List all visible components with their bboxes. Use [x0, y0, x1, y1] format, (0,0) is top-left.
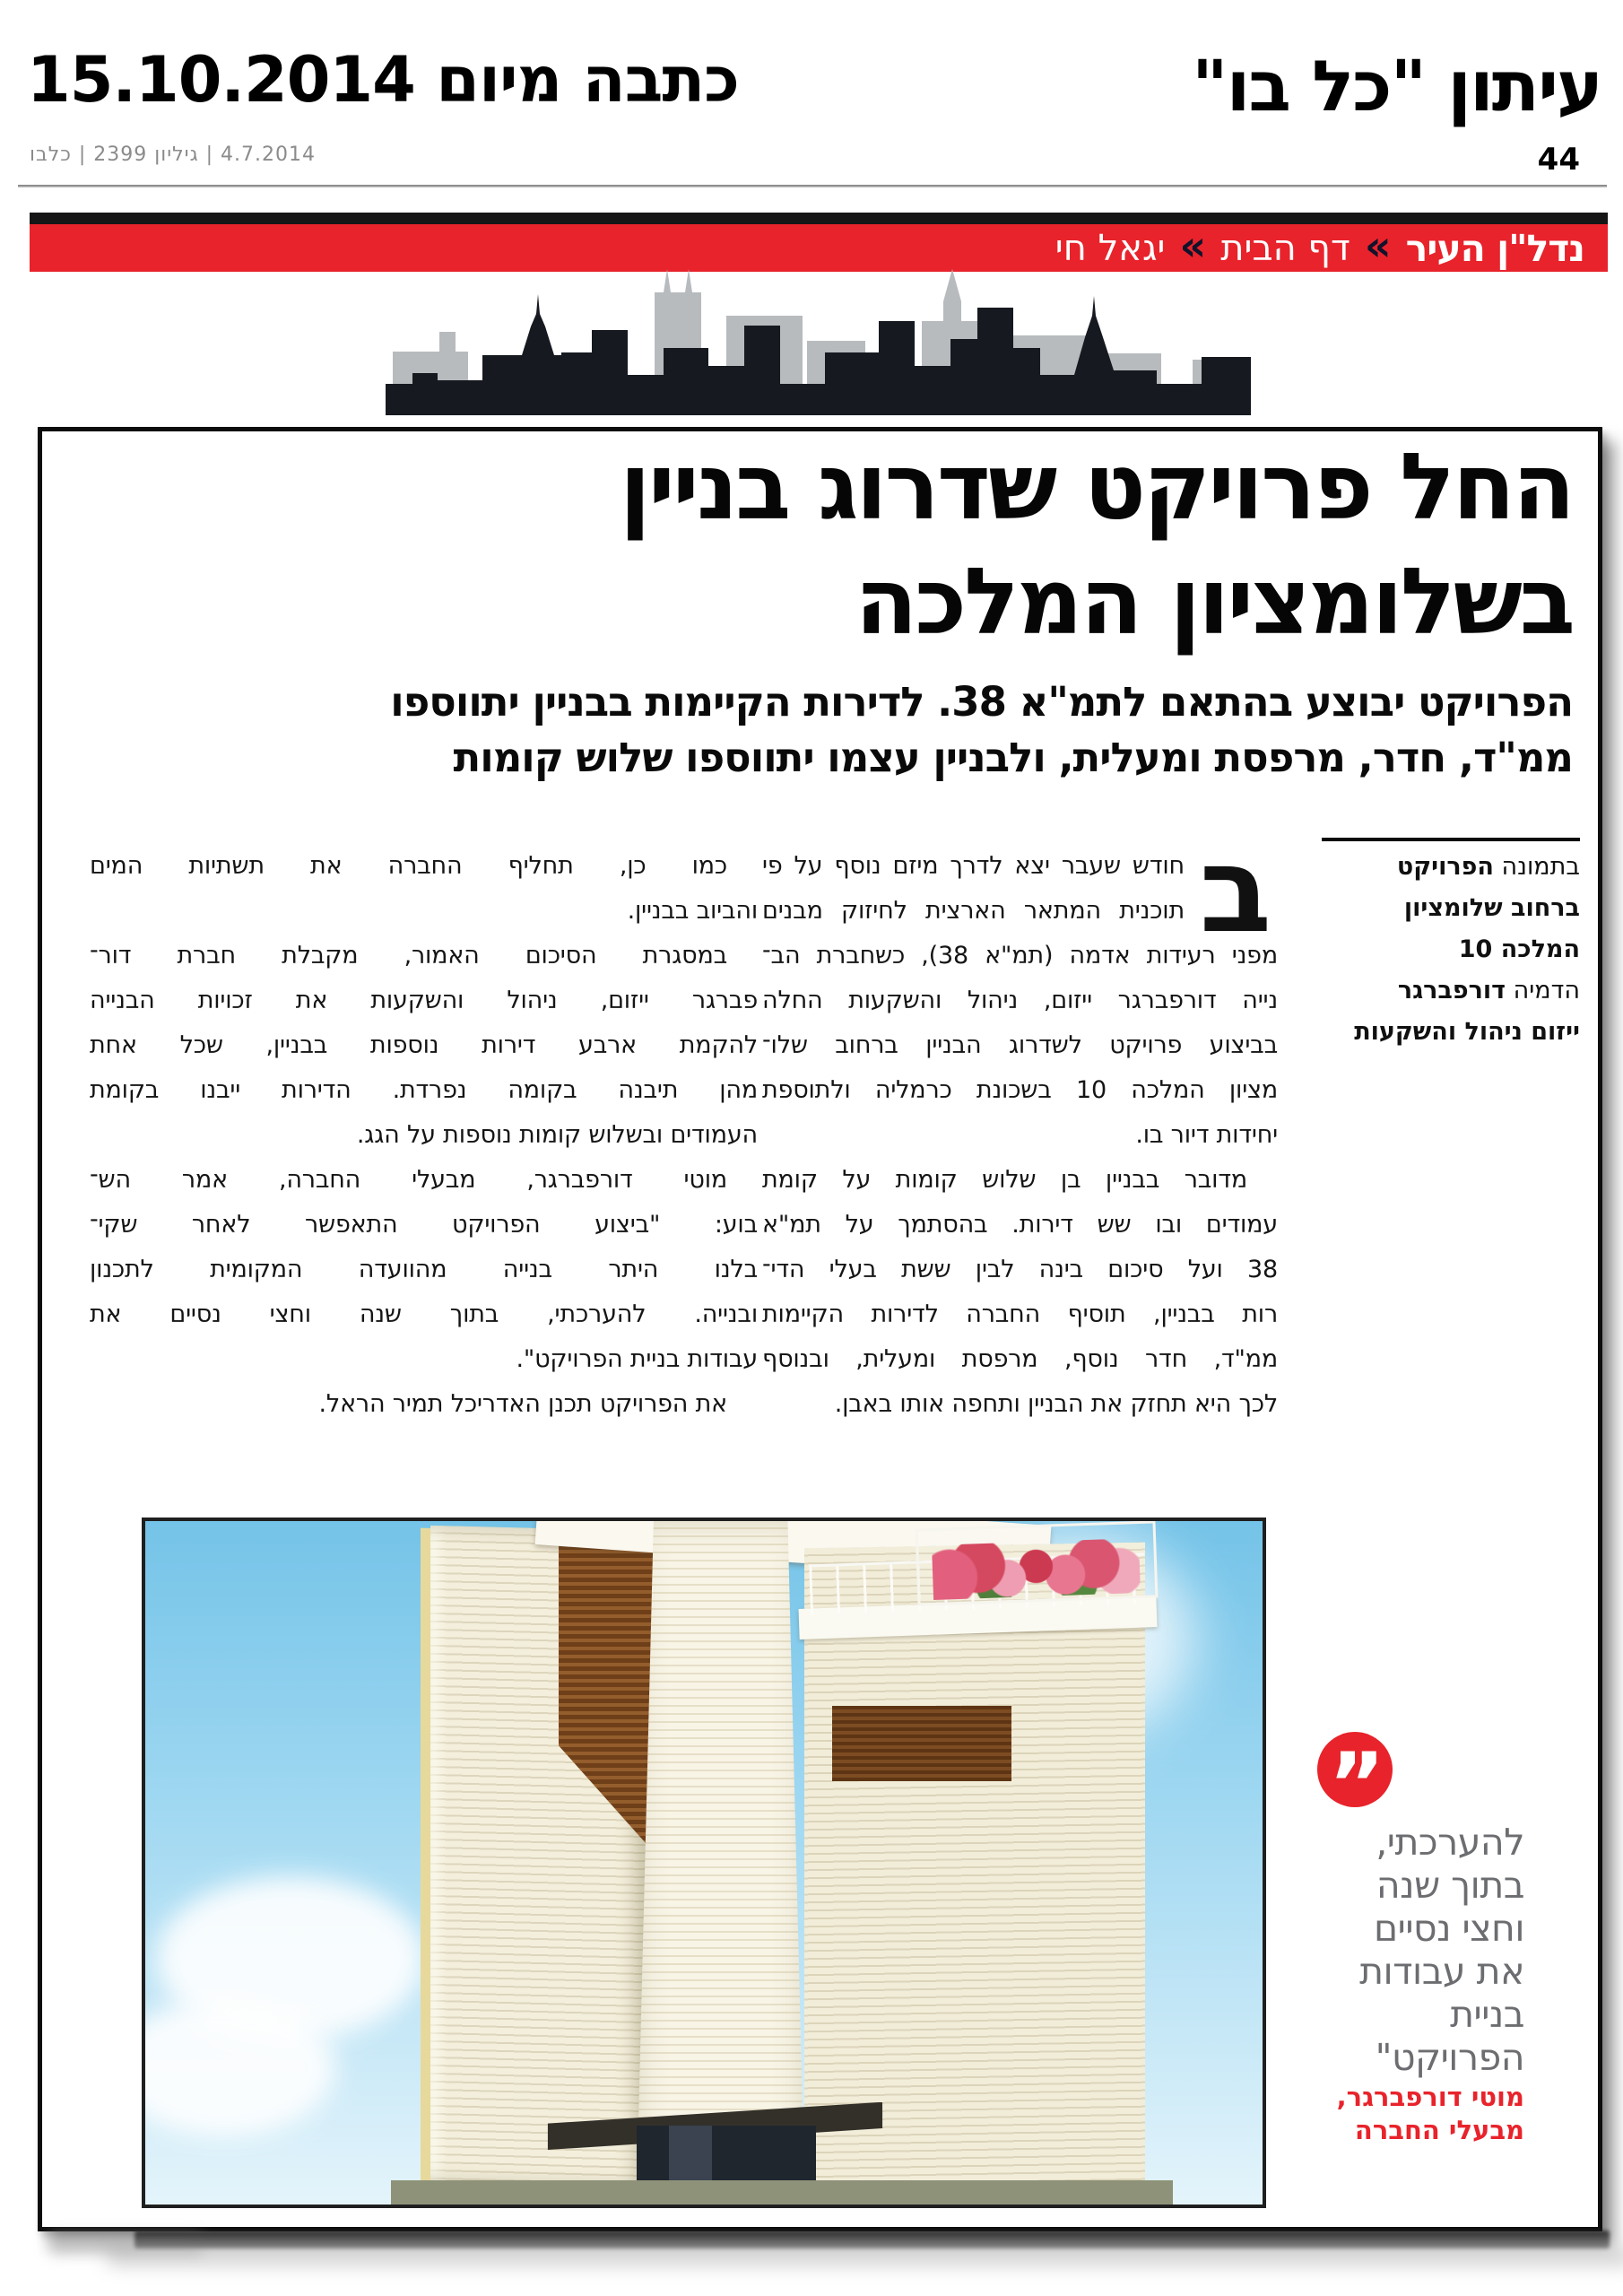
photo-credit — [1318, 847, 1580, 1053]
body-line: פברגר ייזום, ניהול והשקעות את זכויות הבנייה — [90, 987, 758, 1014]
photo-credit-line: ברחוב שלומציון — [1403, 894, 1580, 922]
window — [1263, 1521, 1266, 1525]
window — [1263, 1521, 1266, 1525]
body-line: מציון המלכה 10 בשכונת כרמליה ולתוספת — [762, 1076, 1278, 1104]
photo-credit-line: המלכה 10 — [1458, 935, 1580, 963]
pull-quote-line: להערכתי, — [1376, 1821, 1524, 1864]
body-line: לכך היא תחזק את הבניין ותחפה אותו באבן. — [834, 1390, 1278, 1418]
body-line: מוטי דורפברגר, מבעלי החברה, אמר הש־ — [90, 1166, 727, 1194]
window — [1263, 1521, 1266, 1525]
attribution-line: מבעלי החברה — [1354, 2115, 1524, 2145]
body-line: בוע: "ביצוע הפרויקט התאפשר לאחר שקי־ — [90, 1211, 758, 1239]
breadcrumb-author: יגאל חי — [1055, 227, 1166, 269]
window — [1263, 1521, 1266, 1525]
window — [1263, 1521, 1266, 1525]
article-headline — [620, 430, 1573, 660]
window — [1263, 1521, 1266, 1525]
body-line: והביוב בבניין. — [627, 897, 758, 925]
window — [1263, 1521, 1266, 1525]
window — [1263, 1521, 1266, 1525]
body-line: מפני רעידות אדמה (תמ"א 38), כשחברת הב־ — [762, 942, 1278, 970]
body-line: בלנו היתר בנייה מהוועדה המקומית לתכנון — [90, 1256, 758, 1283]
chevron-separator-icon: « — [1364, 221, 1392, 270]
window — [1263, 1521, 1266, 1525]
headline-line: בשלומציון המלכה — [855, 549, 1573, 656]
window — [1263, 1521, 1266, 1525]
body-line: עמודים ובו שש דירות. בהסתמך על תמ"א — [762, 1211, 1278, 1239]
window — [1263, 1521, 1266, 1525]
body-line: עבודות בניית הפרויקט". — [516, 1345, 758, 1373]
body-line: כמו כן, תחליף החברה את תשתיות המים — [90, 852, 727, 880]
window — [1263, 1521, 1266, 1525]
subheadline-line: ממ"ד, חדר, מרפסת ומעלית, ולבניין עצמו יתווספו שלוש קומות — [453, 734, 1573, 781]
body-line: יחידות דיור בו. — [1135, 1121, 1278, 1149]
body-line: תוכנית המתאר הארצית לחיזוק מבנים — [762, 897, 1185, 925]
pull-quote-line: בניית — [1450, 1993, 1524, 2036]
headline-line: החל פרויקט שדרוג בניין — [619, 434, 1573, 541]
pull-quote-line: את עבודות — [1359, 1950, 1524, 1993]
city-skyline-graphic — [386, 265, 1255, 415]
body-line: ממ"ד, חדר נוסף, מרפסת ומעלית, ובנוסף — [762, 1345, 1278, 1373]
paper-title: עיתון "כל בו" — [1191, 47, 1601, 127]
body-column-left — [90, 844, 758, 1427]
breadcrumb-section: נדל"ן העיר — [1405, 226, 1584, 270]
window — [1263, 1521, 1266, 1525]
body-line: מהן תיבנה בקומה נפרדת. הדירות ייבנו בקומת — [90, 1076, 758, 1104]
building-rendering-image — [142, 1518, 1266, 2208]
scan-edge-shadow — [108, 2248, 1623, 2266]
body-line: חודש שעבר יצא לדרך מיזם נוסף על פי — [762, 852, 1185, 880]
window — [1263, 1521, 1266, 1525]
photo-credit-rule — [1322, 838, 1580, 841]
scan-edge-bar — [135, 2231, 1610, 2248]
entrance-door — [637, 2126, 815, 2187]
body-line: במסגרת הסיכום האמור, מקבלת חברת דור־ — [90, 942, 727, 970]
body-line: רות בבניין, תוסיף החברה לדירות הקיימות — [762, 1300, 1278, 1328]
issue-info: 4.7.2014 | גיליון 2399 | כלבו — [30, 144, 317, 166]
window — [1263, 1521, 1266, 1525]
pull-quote-attribution — [1289, 2081, 1524, 2147]
window — [1263, 1521, 1266, 1525]
chevron-separator-icon: « — [1179, 221, 1207, 270]
subheadline-line: הפרויקט יבוצע בהתאם לתמ"א 38. לדירות הקיימות בבניין יתווספו — [390, 678, 1573, 726]
page-number: 44 — [1537, 142, 1580, 178]
photo-credit-line: ייזום ניהול והשקעות — [1354, 1018, 1580, 1046]
window — [1263, 1521, 1266, 1525]
pull-quote-text — [1289, 1821, 1524, 2079]
article-subheadline — [91, 674, 1573, 786]
body-line: בביצוע פרויקט לשדרוג הבניין ברחוב שלו־ — [762, 1031, 1278, 1059]
window — [1263, 1521, 1266, 1525]
body-line: נייה דורפברגר ייזום, ניהול והשקעות החלה — [762, 987, 1278, 1014]
body-column-right — [762, 844, 1278, 1427]
quote-mark: ” — [1328, 1735, 1382, 1835]
window — [1263, 1521, 1266, 1525]
pull-quote-line: בתוך שנה — [1376, 1864, 1524, 1907]
building-wood-band — [832, 1706, 1011, 1781]
building-center-tower — [637, 1521, 804, 2184]
body-line: העמודים ובשלוש קומות נוספות על הגג. — [356, 1121, 758, 1149]
body-line: להקמת ארבע דירות נוספות בבניין, שכל אחת — [90, 1031, 758, 1059]
pull-quote-line: וחצי נסיים — [1373, 1907, 1524, 1950]
window — [1263, 1521, 1266, 1525]
photo-credit-line: בתמונה הפרויקט — [1396, 853, 1580, 881]
window — [1263, 1521, 1266, 1525]
header-divider — [18, 185, 1607, 187]
window — [1263, 1521, 1266, 1525]
body-line: את הפרויקט תכנן האדריכל תמיר הראל. — [318, 1390, 727, 1418]
body-line: ובנייה. להערכתי, בתוך שנה וחצי נסיים את — [90, 1300, 758, 1328]
clip-date-title: כתבה מיום 15.10.2014 — [27, 43, 739, 117]
rooftop-flowers — [932, 1538, 1140, 1600]
attribution-line: מוטי דורפברגר, — [1336, 2082, 1524, 2112]
photo-credit-line: הדמיה דורפברגר — [1397, 977, 1580, 1004]
dropcap-letter: ב — [1199, 822, 1272, 960]
quote-icon — [1317, 1732, 1393, 1835]
pull-quote-line: הפרויקט" — [1375, 2036, 1524, 2079]
body-line: 38 ועל סיכום בינה לבין ששת בעלי הדי־ — [762, 1256, 1278, 1283]
window — [1263, 1521, 1266, 1525]
window — [1263, 1521, 1266, 1525]
window — [1263, 1521, 1266, 1525]
body-line: מדובר בבניין בן שלוש קומות על קומת — [762, 1166, 1247, 1194]
window — [1263, 1521, 1266, 1525]
breadcrumb-home: דף הבית — [1220, 227, 1350, 269]
building-right-tower — [804, 1542, 1145, 2190]
ground-strip — [391, 2180, 1173, 2207]
